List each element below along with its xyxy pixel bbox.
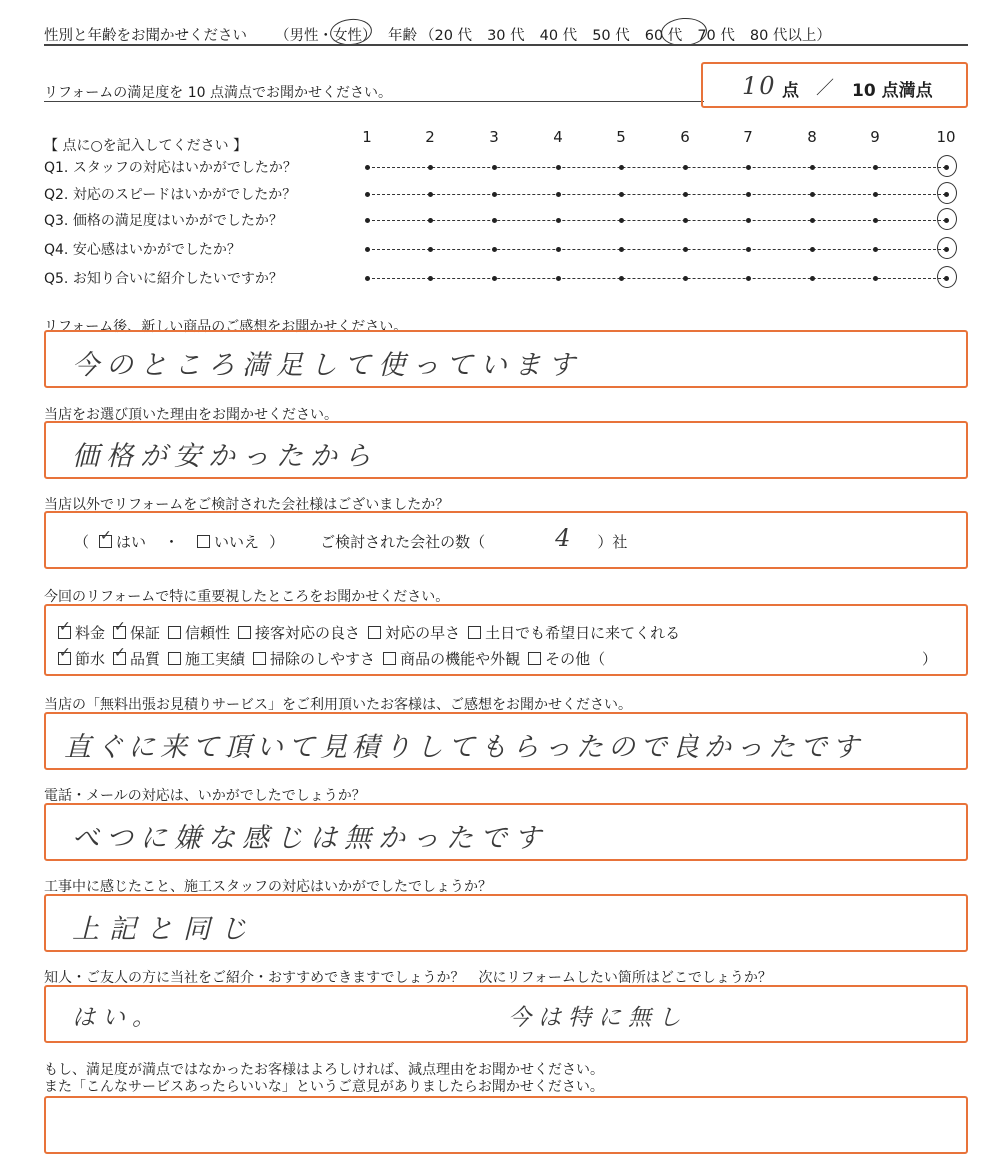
rating-scale-point (428, 192, 433, 197)
referral-answer-2: 今は特に無し (508, 1005, 688, 1031)
count-value: 4 (555, 524, 578, 552)
rating-scale-point (492, 218, 497, 223)
priority-checkbox (58, 652, 71, 665)
priority-option-label: その他（ (545, 650, 606, 668)
priority-checkbox (253, 652, 266, 665)
priority-checkbox (383, 652, 396, 665)
rating-selection-circle (937, 266, 957, 288)
priority-option-label: 接客対応の良さ (255, 624, 361, 642)
no-checkbox (197, 535, 210, 548)
priority-option-label: 対応の早さ (385, 624, 461, 642)
no-option (197, 531, 259, 552)
priority-option-label: 節水 (75, 650, 106, 668)
age-options (420, 24, 831, 45)
age-option: （20 代 (420, 28, 473, 44)
rating-question-label: Q1. スタッフの対応はいかがでしたか？ (44, 160, 297, 176)
priority-option (58, 648, 105, 669)
impressions-answer: 今のところ満足して使っています (72, 350, 582, 381)
count-suffix: ）社 (597, 532, 628, 551)
scale-number: 3 (489, 128, 499, 146)
header-divider (44, 44, 968, 46)
count-label: ご検討された会社の数（ (320, 532, 486, 551)
rating-scale-point (619, 165, 624, 170)
priority-option-label: 信頼性 (185, 624, 231, 642)
priority-checkbox (168, 626, 181, 639)
priority-option (468, 622, 680, 643)
rating-question-label: Q2. 対応のスピードはいかがでしたか？ (44, 187, 297, 203)
improvement-label-1: もし、満足度が満点ではなかったお客様はよろしければ、減点理由をお聞かせください。 (44, 1062, 604, 1078)
reason-answer: 価格が安かったから (72, 441, 378, 472)
priorities-row-2 (58, 648, 605, 669)
rating-selection-circle (937, 182, 957, 204)
rating-scale-line (367, 278, 946, 279)
rating-scale-point (683, 165, 688, 170)
rating-scale-point (746, 165, 751, 170)
satisfaction-question: リフォームの満足度を 10 点満点でお聞かせください。 (44, 85, 393, 101)
rating-scale-point (492, 247, 497, 252)
gender-options: （男性・女性） (275, 28, 377, 44)
priority-option-label: 商品の機能や外観 (400, 650, 521, 668)
rating-scale-point (873, 247, 878, 252)
rating-scale-point (365, 218, 370, 223)
rating-scale-point (746, 192, 751, 197)
rating-scale-line (367, 249, 946, 250)
yes-label: はい (116, 532, 147, 551)
scale-number: 6 (680, 128, 690, 146)
priority-option (58, 622, 105, 643)
priority-checkbox (113, 652, 126, 665)
rating-scale-point (746, 247, 751, 252)
priority-option (528, 648, 605, 669)
rating-scale-point (428, 247, 433, 252)
separator-dot: ・ (164, 532, 180, 551)
scale-number: 9 (870, 128, 880, 146)
rating-question-label: Q3. 価格の満足度はいかがでしたか？ (44, 213, 283, 229)
rating-scale-point (492, 192, 497, 197)
rating-scale-point (619, 218, 624, 223)
referral-answer-box (44, 985, 968, 1043)
priorities-label: 今回のリフォームで特に重要視したところをお聞かせください。 (44, 589, 450, 605)
estimate-label: 当店の「無料出張お見積りサービス」をご利用頂いたお客様は、ご感想をお聞かせください。 (44, 697, 632, 713)
rating-scale-point (556, 276, 561, 281)
priority-option-label: 保証 (130, 624, 161, 642)
priority-option-label: 料金 (75, 624, 106, 642)
rating-scale-line (367, 167, 946, 168)
priority-checkbox (238, 626, 251, 639)
rating-scale-point (492, 165, 497, 170)
rating-scale-point (556, 165, 561, 170)
construction-answer: 上記と同じ (72, 914, 257, 945)
rating-scale-point (810, 276, 815, 281)
priority-checkbox (368, 626, 381, 639)
rating-scale-line (367, 220, 946, 221)
scale-instruction: 【 点に○を記入してください 】 (44, 138, 248, 154)
rating-scale-point (873, 165, 878, 170)
priority-option (253, 648, 375, 669)
rating-scale-point (683, 192, 688, 197)
priority-option-label: 施工実績 (185, 650, 246, 668)
age-option: 70 代 (697, 28, 735, 44)
priority-option (168, 622, 230, 643)
rating-scale-point (873, 192, 878, 197)
rating-scale-point (365, 192, 370, 197)
contact-label: 電話・メールの対応は、いかがでしたでしょうか？ (44, 788, 366, 804)
priority-option-label: 土日でも希望日に来てくれる (485, 624, 681, 642)
no-label: いいえ (214, 532, 260, 551)
yes-option (99, 531, 146, 552)
rating-scale-point (810, 165, 815, 170)
close-paren: ） (269, 532, 285, 551)
satisfaction-underline (44, 101, 704, 102)
rating-scale-point (619, 276, 624, 281)
priority-checkbox (528, 652, 541, 665)
other-companies-label: 当店以外でリフォームをご検討された会社様はございましたか？ (44, 497, 450, 513)
priority-option (238, 622, 360, 643)
other-companies-options (74, 524, 628, 552)
priority-option-label: 掃除のしやすさ (270, 650, 376, 668)
rating-scale-point (683, 218, 688, 223)
priority-option (168, 648, 245, 669)
open-paren: （ (74, 532, 90, 551)
rating-scale-point (365, 247, 370, 252)
priority-checkbox (113, 626, 126, 639)
scale-number: 1 (362, 128, 372, 146)
priority-checkbox (168, 652, 181, 665)
rating-scale-point (556, 192, 561, 197)
priority-checkbox (58, 626, 71, 639)
priorities-close-paren: ） (922, 650, 938, 668)
priority-option (383, 648, 520, 669)
priorities-row-1 (58, 622, 680, 643)
rating-scale-point (746, 218, 751, 223)
priority-option (113, 648, 160, 669)
priority-option (113, 622, 160, 643)
improvement-label-2: また「こんなサービスあったらいいな」というご意見がありましたらお聞かせください。 (44, 1079, 604, 1095)
age-label: 年齢 (388, 28, 417, 44)
construction-label: 工事中に感じたこと、施工スタッフの対応はいかがでしたでしょうか？ (44, 879, 492, 895)
rating-scale-point (873, 218, 878, 223)
priority-option-label: 品質 (130, 650, 161, 668)
rating-scale-point (492, 276, 497, 281)
rating-scale-line (367, 194, 946, 195)
rating-scale-point (556, 247, 561, 252)
point-label: 点 (782, 81, 799, 101)
gender-age-label: 性別と年齢をお聞かせください (44, 28, 247, 44)
yes-checkbox (99, 535, 112, 548)
satisfaction-score-value: 10 (742, 72, 777, 100)
rating-scale-point (619, 247, 624, 252)
referral-label: 知人・ご友人の方に当社をご紹介・おすすめできますでしょうか？ 次にリフォームしたい箇所はどこでしょうか？ (44, 970, 772, 986)
age-option: 60 代 (644, 28, 683, 44)
rating-scale-point (428, 218, 433, 223)
referral-answer-1: はい。 (72, 1005, 162, 1031)
age-option: 40 代 (539, 28, 578, 44)
age-option: 50 代 (592, 28, 630, 44)
rating-selection-circle (937, 155, 957, 177)
rating-question-label: Q5. お知り合いに紹介したいですか？ (44, 271, 283, 287)
rating-selection-circle (937, 237, 957, 259)
scale-number: 7 (743, 128, 753, 146)
rating-scale-point (365, 276, 370, 281)
reason-label: 当店をお選び頂いた理由をお聞かせください。 (44, 407, 338, 423)
rating-scale-point (683, 276, 688, 281)
age-option: 80 代以上） (749, 28, 831, 44)
rating-selection-circle (937, 208, 957, 230)
impressions-label: リフォーム後、新しい商品のご感想をお聞かせください。 (44, 319, 408, 335)
scale-number: 4 (553, 128, 563, 146)
rating-scale-point (428, 165, 433, 170)
contact-answer: べつに嫌な感じは無かったです (72, 823, 548, 854)
rating-scale-point (365, 165, 370, 170)
rating-scale-point (810, 218, 815, 223)
estimate-answer: 直ぐに来て頂いて見積りしてもらったので良かったです (64, 732, 864, 763)
slash-label: ／ (816, 78, 834, 99)
rating-scale-point (810, 247, 815, 252)
rating-scale-point (683, 247, 688, 252)
scale-number: 10 (936, 128, 956, 146)
rating-scale-point (619, 192, 624, 197)
improvement-answer-box (44, 1096, 968, 1154)
priority-option (368, 622, 460, 643)
rating-question-label: Q4. 安心感はいかがでしたか？ (44, 242, 241, 258)
rating-scale-point (556, 218, 561, 223)
rating-scale-point (746, 276, 751, 281)
scale-number: 8 (807, 128, 817, 146)
rating-scale-point (810, 192, 815, 197)
priority-checkbox (468, 626, 481, 639)
scale-number: 5 (616, 128, 626, 146)
scale-number: 2 (425, 128, 435, 146)
age-option: 30 代 (487, 28, 525, 44)
rating-scale-point (873, 276, 878, 281)
max-score-label: 10 点満点 (852, 81, 933, 101)
rating-scale-point (428, 276, 433, 281)
